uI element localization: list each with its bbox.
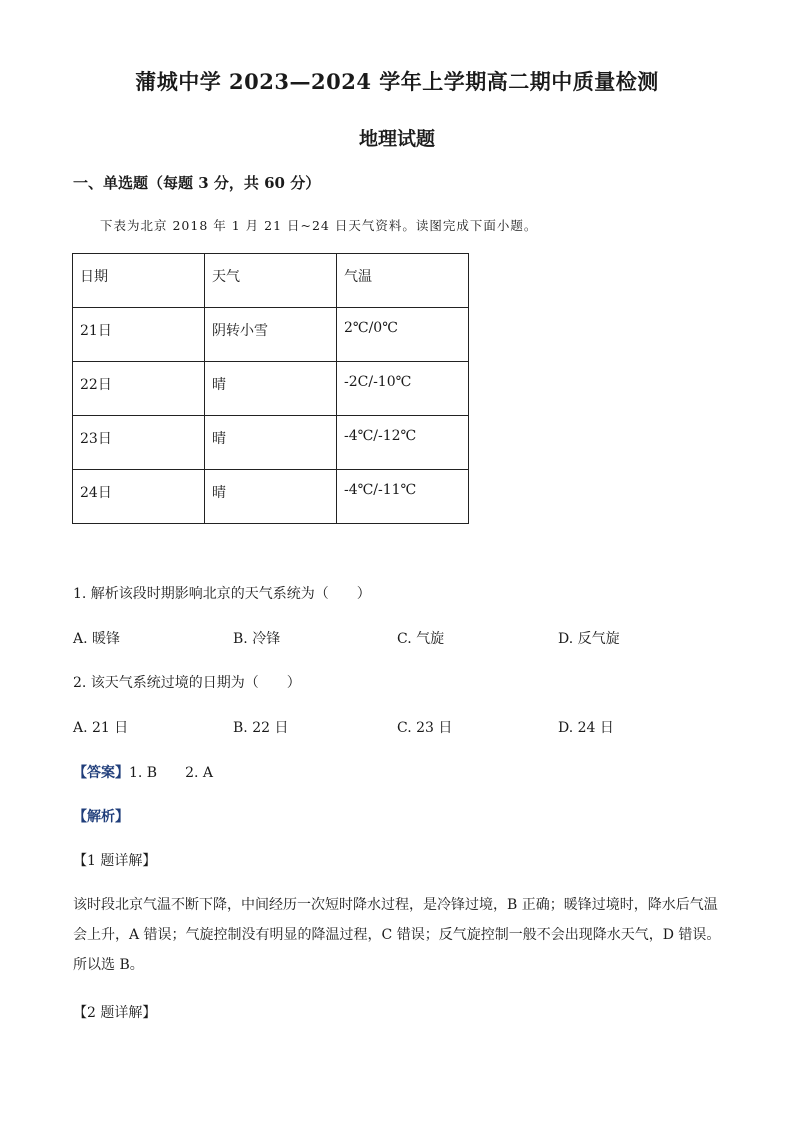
page-title: 蒲城中学 2023—2024 学年上学期高二期中质量检测 — [135, 69, 659, 94]
table-cell: 晴 — [205, 362, 337, 416]
table-header-cell: 气温 — [337, 254, 469, 308]
table-row — [73, 362, 469, 416]
table-cell: 22日 — [73, 362, 205, 416]
detail-1-label: 【1 题详解】 — [73, 853, 157, 869]
table-cell: 晴 — [205, 470, 337, 524]
question-2: 2. 该天气系统过境的日期为（ ） — [73, 675, 301, 691]
option-2b: B. 22 日 — [233, 720, 289, 736]
table-header-row — [73, 254, 469, 308]
table-header-cell: 天气 — [205, 254, 337, 308]
option-2c: C. 23 日 — [397, 720, 453, 736]
section-heading: 一、单选题（每题 3 分，共 60 分） — [73, 174, 321, 192]
answer-value: 1. B 2. A — [129, 765, 214, 781]
table-cell: 2℃/0℃ — [337, 308, 469, 362]
option-2d: D. 24 日 — [558, 720, 614, 736]
table-row — [73, 308, 469, 362]
question-1: 1. 解析该段时期影响北京的天气系统为（ ） — [73, 586, 371, 602]
table-cell: 晴 — [205, 416, 337, 470]
table-cell: -4℃/-12℃ — [337, 416, 469, 470]
table-row — [73, 470, 469, 524]
page-subtitle: 地理试题 — [358, 128, 435, 150]
option-1d: D. 反气旋 — [558, 631, 620, 647]
answer-label: 【答案】 — [73, 765, 129, 781]
intro-text: 下表为北京 2018 年 1 月 21 日~24 日天气资料。读图完成下面小题。 — [100, 218, 538, 233]
weather-table — [72, 253, 469, 524]
analysis-label: 【解析】 — [73, 809, 129, 825]
option-1b: B. 冷锋 — [233, 631, 281, 647]
table-cell: 阴转小雪 — [205, 308, 337, 362]
option-1c: C. 气旋 — [397, 631, 445, 647]
table-header-cell: 日期 — [73, 254, 205, 308]
table-cell: -4℃/-11℃ — [337, 470, 469, 524]
table-row — [73, 416, 469, 470]
table-cell: 23日 — [73, 416, 205, 470]
option-1a: A. 暖锋 — [73, 631, 121, 647]
detail-2-label: 【2 题详解】 — [73, 1005, 157, 1021]
answer-line — [73, 762, 213, 782]
table-cell: -2C/-10℃ — [337, 362, 469, 416]
option-2a: A. 21 日 — [73, 720, 129, 736]
table-cell: 24日 — [73, 470, 205, 524]
table-cell: 21日 — [73, 308, 205, 362]
detail-1-text: 该时段北京气温不断下降，中间经历一次短时降水过程，是冷锋过境，B 正确；暖锋过境时，降水后气温会上升，A 错误；气旋控制没有明显的降温过程，C 错误；反气旋控制一般不会出现降水天气，D 错误。所以选 B。 — [73, 897, 721, 973]
